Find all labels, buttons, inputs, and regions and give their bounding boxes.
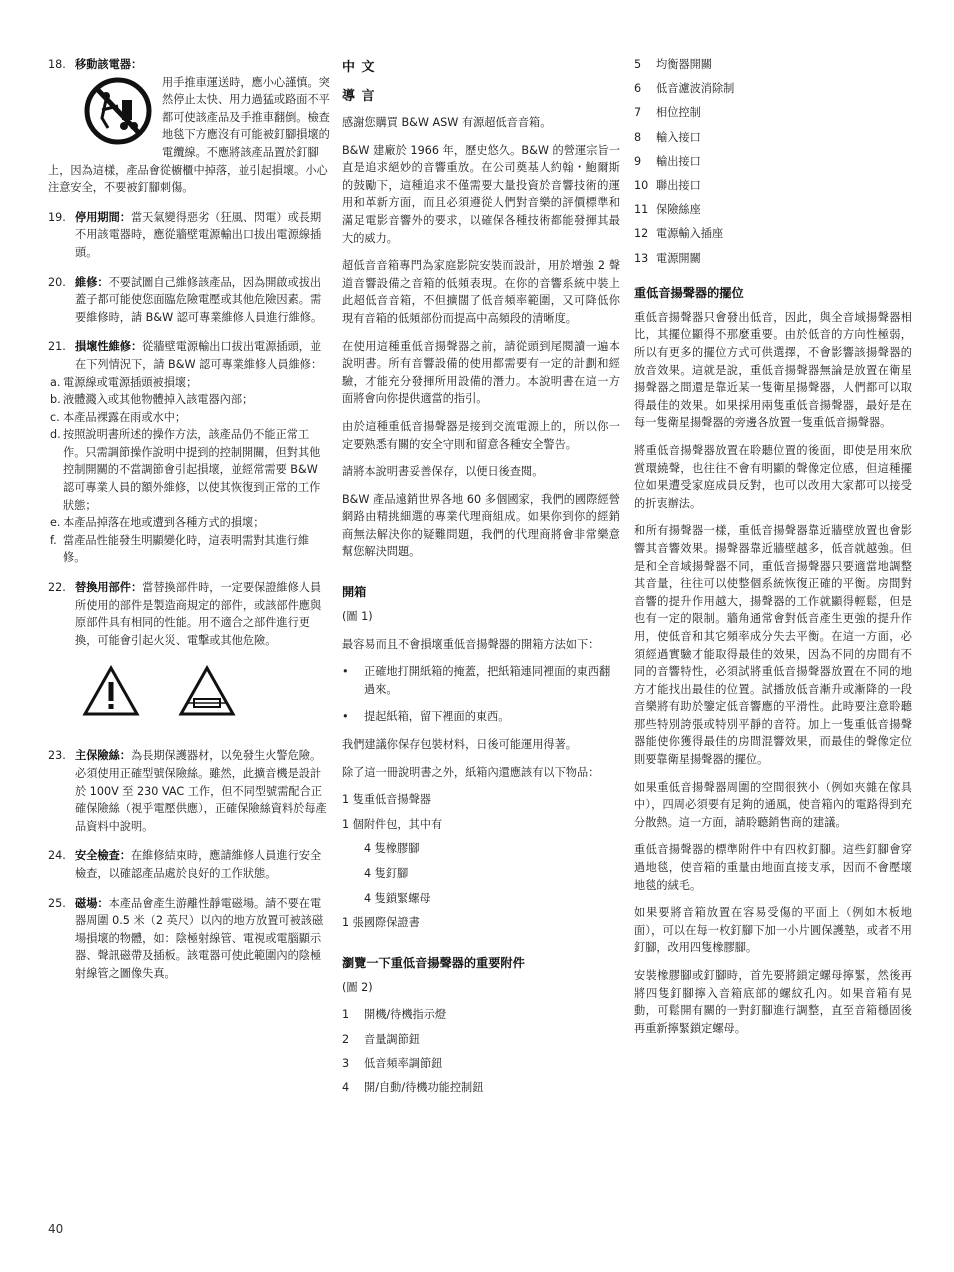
unpacking-paragraph: 除了這一冊說明書之外，紙箱內還應該有以下物品： [342,765,600,779]
language-heading: 中 文 [342,60,376,75]
safety-item-24 [48,847,330,882]
contents-item: 1 張國際保證書 [342,916,420,930]
placement-paragraph: 安裝橡膠腳或釘腳時，首先要將鎖定螺母擰緊，然後再將四隻釘腳擰入音箱底部的螺紋孔內。如果音箱有晃動，可鬆開有關的一對釘腳進行調整，直至音箱穩固後再重新擰緊鎖定螺母。 [634,969,912,1035]
placement-paragraph: 如果重低音揚聲器周圍的空間很狹小（例如夾雜在傢具中），四周必須要有足夠的通風，使音箱內的電路得到充分散熱。這一方面，請聆聽銷售商的建議。 [634,780,912,829]
intro-column [342,56,620,1103]
part-number: 11 [634,203,649,217]
part-item [342,1055,620,1073]
item-number: 24. [48,849,66,863]
sublist-item [50,426,330,514]
safety-item-18 [48,56,330,197]
item-title: 替換用部件： [75,581,143,595]
unpacking-paragraph: 最容易而且不會損壞重低音揚聲器的開箱方法如下： [342,637,600,651]
safety-item-23 [48,747,330,835]
part-item [634,201,912,219]
part-label: 開機/待機指示燈 [364,1008,447,1022]
placement-paragraph: 和所有揚聲器一樣，重低音揚聲器靠近牆壁放置也會影響其音響效果。揚聲器靠近牆壁越多，低音就越強。但是和全音域揚聲器不同，重低音揚聲器只要適當地調整其音量，往往可以使整個系統恢復正確的平衡。房間對音響的提升作用越大，揚聲器的工作就顯得輕鬆，但是也有一定的限制。牆角通常會對低音產生更強的提升作用，使低音和其它頻率成分失去平衡。在這一方面，必須經過實驗才能取得最佳的效果，因為不同的房間有不同的音響特性，必須試將重低音揚聲器放置在不同的地方才能找出最佳的位置。試播放低音漸升或漸降的一段音樂將有助於鑒定低音響應的平滑性。此時要注意聆聽那些特別誇張或特別平靜的音符。加上一隻重低音揚聲器能使你獲得最佳的房間混響效果，而最佳的聲像定位則要靠衛星揚聲器的擺位。 [634,524,912,767]
part-item [342,1031,620,1049]
item-text: 在維修結束時，應請維修人員進行安全檢查，以確認產品處於良好的工作狀態。 [75,849,322,880]
placement-paragraph: 將重低音揚聲器放置在聆聽位置的後面，即使是用來欣賞環繞聲，也往往不會有明顯的聲像定位感，但這種擺位如果遭受家庭成員反對，也可以改用大家都可以接受的折衷辦法。 [634,443,912,510]
part-number: 7 [634,106,642,120]
cart-warning-icon [78,76,158,146]
intro-paragraph: 請將本說明書妥善保存，以便日後查閱。 [342,465,544,479]
sublist-item [50,374,330,392]
part-label: 聯出接口 [656,179,701,193]
intro-paragraph: 由於這種重低音揚聲器是接到交流電源上的，所以你一定要熟悉有關的安全守則和留意各種安全警告。 [342,419,620,451]
part-item [634,56,912,74]
contents-item: 1 個附件包，其中有 [342,817,443,831]
placement-paragraph: 重低音揚聲器只會發出低音，因此，與全音域揚聲器相比，其擺位顯得不那麼重要。由於低音的方向性極弱，所以有更多的擺位方式可供選擇，不會影響該揚聲器的放音效果。這就是說，重低音揚聲器無論是放置在衛星揚聲器之間還是靠近某一隻衛星揚聲器，人們都可以取得最佳的效果。如果採用兩隻重低音揚聲器，最好是在每一隻衛星揚聲器的旁邊各放置一隻重低音揚聲器。 [634,310,912,430]
placement-paragraph: 如果要將音箱放置在容易受傷的平面上（例如木板地面），可以在每一枚釘腳下加一小片圓保護墊，或者不用釘腳，改用四隻橡膠腳。 [634,906,912,955]
bullet-text: 正確地打開紙箱的掩蓋，把紙箱連同裡面的東西翻過來。 [364,665,611,696]
item-title: 維修： [75,275,109,289]
part-label: 相位控制 [656,106,701,120]
page-number: 40 [48,1222,64,1236]
sublist-item [50,514,330,532]
part-number: 4 [342,1080,350,1094]
item-title: 磁場： [75,896,109,910]
item-text: 當替換部件時，一定要保證維修人員所使用的部件是製造商規定的部件，或該部件應與原部件具有相同的性能。用不適合之部件進行更換，可能會引起火災、電擊或其他危險。 [75,581,322,647]
item-number: 20. [48,275,66,289]
sublist-item [50,391,330,409]
figure-reference: (圖 2) [342,980,373,994]
safety-item-21 [48,338,330,373]
intro-paragraph: 在使用這種重低音揚聲器之前，請從頭到尾閱讀一遍本說明書。所有音響設備的使用都需要有一定的計劃和經驗，才能充分發揮所用設備的潛力。本說明書在這一方面將會向你提供適當的指引。 [342,339,620,406]
item-number: 22. [48,581,66,595]
warning-icons [82,665,330,717]
figure-reference: (圖 1) [342,610,373,624]
part-label: 輸出接口 [656,154,701,168]
sub-letter: e. [50,516,61,530]
part-number: 8 [634,130,642,144]
part-number: 1 [342,1008,350,1022]
part-item [634,129,912,147]
safety-column [48,56,330,995]
part-number: 12 [634,227,649,241]
sub-letter: a. [50,375,61,389]
sub-text: 本產品掉落在地或遭到各種方式的損壞； [63,516,265,530]
unpacking-paragraph: 我們建議你保存包裝材料，日後可能運用得著。 [342,738,577,752]
parts-heading: 瀏覽一下重低音揚聲器的重要附件 [342,955,525,970]
sublist-item [50,532,330,567]
sub-letter: f. [50,533,57,547]
part-label: 低音頻率調節鈕 [364,1056,443,1070]
part-number: 9 [634,154,642,168]
part-number: 10 [634,179,649,193]
sub-text: 當產品性能發生明顯變化時，這表明需對其進行維修。 [63,533,310,565]
item-text: 從牆壁電源輸出口拔出電源插頭，並在下列情況下，請 B&W 認可專業維修人員維修： [75,340,323,371]
safety-item-22 [48,579,330,649]
item-text: 當天氣變得惡劣（狂風、閃電）或長期不用該電器時，應從牆壁電源輸出口拔出電源線插頭。 [75,210,322,259]
part-item [634,104,912,122]
part-item [342,1006,620,1024]
part-number: 2 [342,1032,350,1046]
item-text: 為長期保護器材，以免發生火警危險。必須使用正確型號保險絲。雖然，此擴音機是設計於 100V 至 230 VAC 工作，但不同型號需配合正確保險絲（視乎電壓供應），正確保險絲資料於每產品資料中說明。 [75,749,327,833]
item-title: 停用期間： [75,210,131,224]
item-title: 主保險絲： [75,749,131,763]
placement-heading: 重低音揚聲器的擺位 [634,285,744,300]
sub-text: 液體濺入或其他物體掉入該電器內部； [63,393,254,407]
part-item [634,250,912,268]
part-number: 5 [634,58,642,71]
placement-paragraph: 重低音揚聲器的標準附件中有四枚釘腳。這些釘腳會穿過地毯，使音箱的重量由地面直接支承，因而不會壓壞地毯的絨毛。 [634,843,912,892]
intro-paragraph: 感謝您購買 B&W ASW 有源超低音音箱。 [342,116,552,129]
part-label: 輸入接口 [656,130,701,144]
item-text: 不要試圖自己維修該產品，因為開啟或拔出蓋子都可能使您面臨危險電壓或其他危險因素。需要維修時，請 B&W 認可專業維修人員進行維修。 [75,275,323,324]
part-number: 13 [634,251,649,265]
part-item [342,1079,620,1097]
sub-text: 本產品裸露在雨或水中； [63,410,187,424]
part-label: 均衡器開關 [656,58,712,71]
part-label: 低音濾波消除制 [656,82,735,96]
item-title: 安全檢查： [75,849,131,863]
intro-paragraph: B&W 建廠於 1966 年，歷史悠久。B&W 的營運宗旨一直是追求絕妙的音響重放。在公司奠基人約翰・鮑爾斯的鼓勵下，這種追求不僅需要大量投資於音響技術的運用和革新方面，而且必須遵從人們對音樂的評價標準和滿足電影音響外的要求，以確保各種技術都能發揮其最大的威力。 [342,143,620,245]
item-text: 本產品會產生游離性靜電磁場。請不要在電器周圍 0.5 米（2 英尺）以內的地方放置可被該磁場損壞的物體，如：陰極射線管、電視或電腦顯示器、聲訊磁帶及插板。該電器可使此範圍內的陰極射線管之圖像失真。 [75,896,324,980]
unpacking-heading: 開箱 [342,585,367,600]
intro-paragraph: B&W 產品遠銷世界各地 60 多個國家，我們的國際經營網路由精挑細選的專業代理商組成。如果你到你的經銷商無法解決你的疑難問題，我們的代理商將會非常樂意幫您解決問題。 [342,492,620,559]
placement-column [634,56,912,1047]
sub-letter: c. [50,410,60,424]
part-number: 3 [342,1056,350,1070]
part-label: 保險絲座 [656,203,701,217]
part-label: 電源輸入插座 [656,227,724,241]
item-number: 23. [48,749,66,763]
safety-item-19 [48,209,330,262]
item-number: 21. [48,340,66,354]
part-item [634,80,912,98]
part-label: 電源開關 [656,251,701,265]
bullet-item [342,708,620,726]
part-label: 開/自動/待機功能控制鈕 [364,1080,484,1094]
sublist-item [50,409,330,427]
part-item [634,225,912,243]
contents-item: 1 隻重低音揚聲器 [342,793,431,807]
contents-subitem: 4 隻橡膠腳 [364,842,420,856]
sub-letter: d. [50,428,61,442]
part-number: 6 [634,82,642,96]
part-label: 音量調節鈕 [364,1032,420,1046]
exclamation-warning-icon [82,665,140,717]
item-number: 19. [48,210,66,224]
part-item [634,177,912,195]
sub-text: 按照說明書所述的操作方法，該產品仍不能正常工作。只需調節操作說明中提到的控制開關，但對其他控制開關的不當調節會引起損壞，並經常需要 B&W 認可專業人員的額外維修，以使其恢復到正常的工作狀態； [63,428,321,512]
contents-subitem: 4 隻釘腳 [364,867,409,880]
sub-text: 電源線或電源插頭被損壞； [63,375,198,389]
item-title: 損壞性維修： [75,340,143,354]
fuse-warning-icon [178,665,236,717]
item-text: 用手推車運送時，應小心謹慎。突然停止太快、用力過猛或路面不平都可使該產品及手推車翻倒。檢查地毯下方應沒有可能被釘腳損壞的電纜線。不應將該產品置於釘腳上，因為這樣，產品會從櫥櫃中掉落，並引起損壞。小心注意安全，不要被釘腳刺傷。 [48,75,330,195]
bullet-icon: • [342,665,349,679]
intro-paragraph: 超低音音箱專門為家庭影院安裝而設計，用於增強 2 聲道音響設備之音箱的低頻表現。在你的音響系統中裝上此超低音音箱，不但擴闊了低音頻率範圍，又可降低你現有音箱的低頻部份而提高中高頻段的清晰度。 [342,259,620,325]
safety-item-20 [48,274,330,327]
item-number: 25. [48,896,66,910]
safety-item-25 [48,895,330,983]
item-title: 移動該電器： [75,58,143,71]
item-21-sublist [48,374,330,568]
sub-letter: b. [50,393,61,407]
item-number: 18. [48,58,66,71]
part-item [634,153,912,171]
intro-heading: 導 言 [342,89,376,104]
bullet-item [342,663,620,698]
bullet-text: 提起紙箱，留下裡面的東西。 [364,710,510,724]
bullet-icon: • [342,710,349,724]
contents-subitem: 4 隻鎖緊螺母 [364,891,431,905]
